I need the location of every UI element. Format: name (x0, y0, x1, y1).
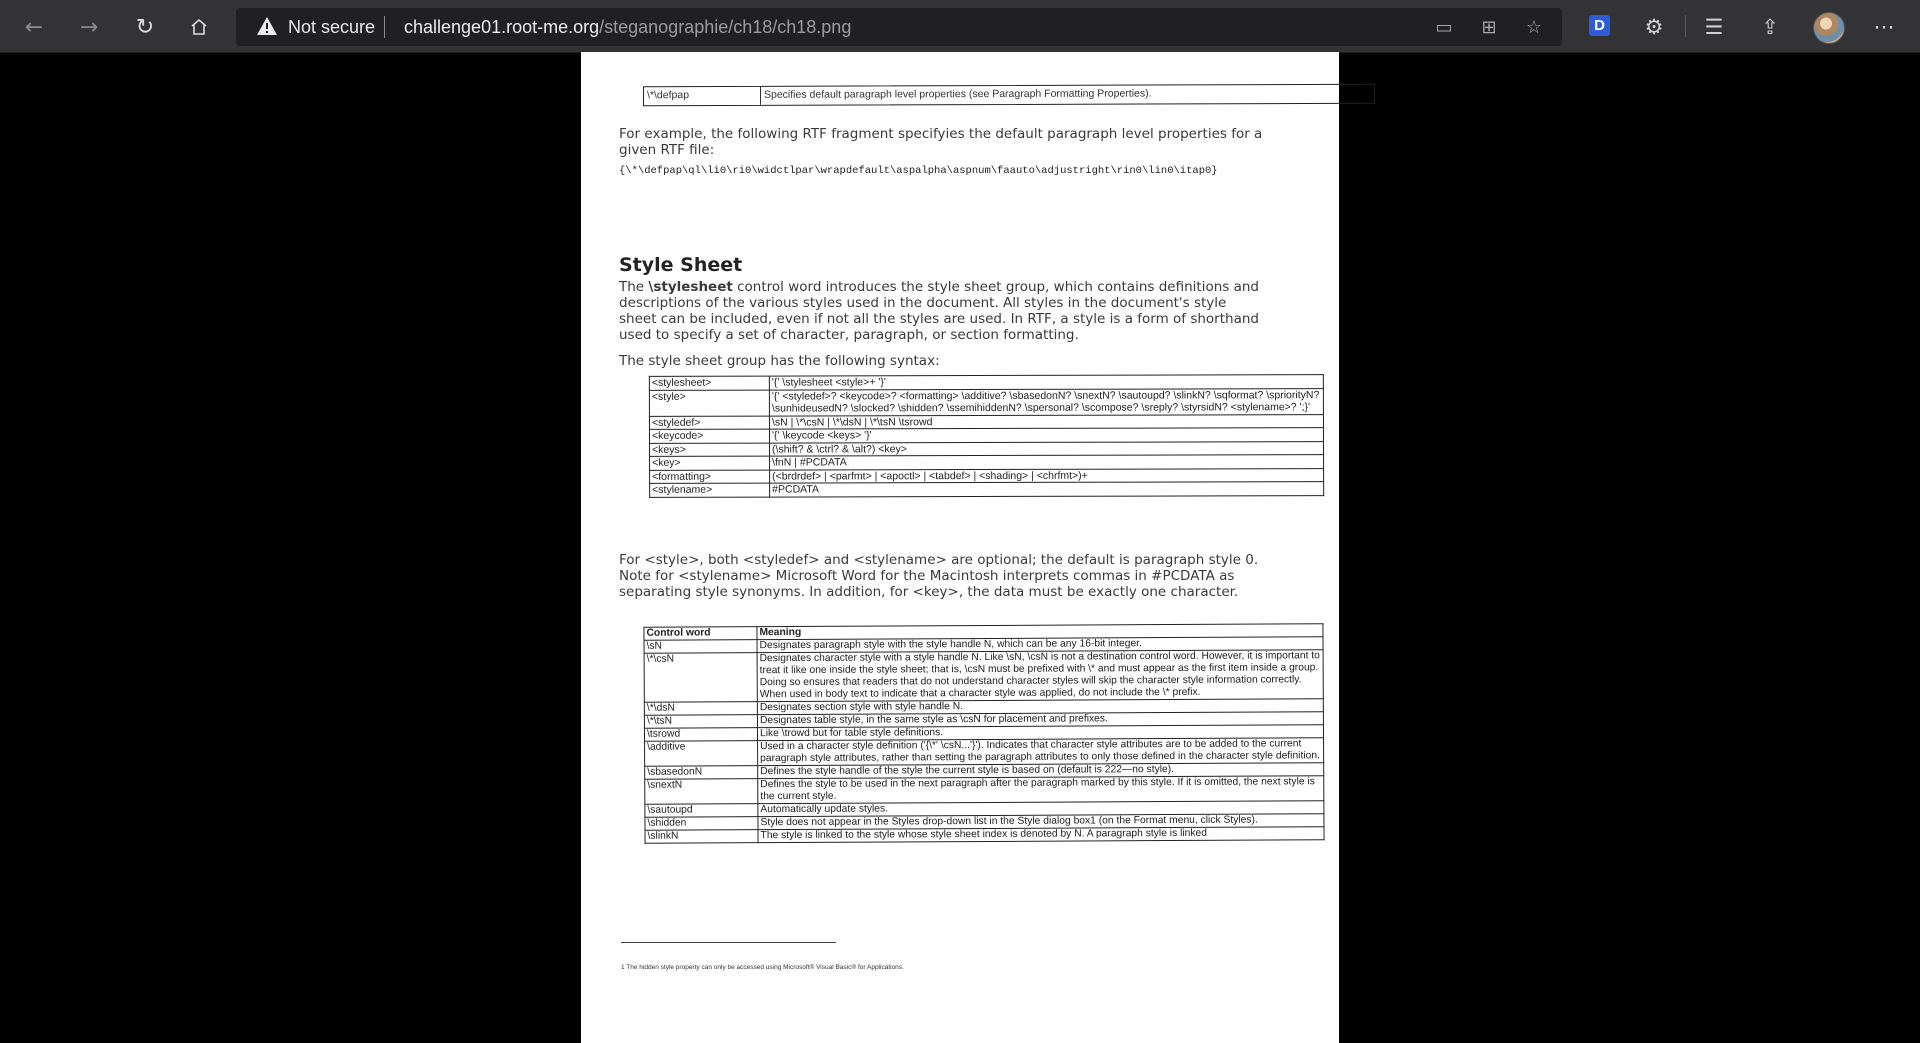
table-cell: <keys> (650, 443, 770, 457)
table-cell: Designates character style with a style handle N. Like \sN, \csN is not a destination control word. However, it is important to treat it like one inside the style sheet; that is, \csN must be prefixed with \* and must appear as the first item inside a group. Doing so ensures that readers that do not understand character styles will skip the character style information correctly. When used in body text to indicate that a character style was applied, do not include the \* prefix. (757, 650, 1323, 702)
table-cell: Used in a character style definition ('{\*' \csN...'}'). Indicates that character style attributes are to be added to the current paragraph style attributes, rather than setting the paragraph attributes to only those defined in the character style definition. (758, 738, 1324, 766)
stylesheet-intro (619, 279, 1259, 343)
syntax-table (649, 374, 1324, 497)
table-cell: #PCDATA (770, 482, 1324, 497)
intro-text-pre: The (619, 279, 649, 295)
table-cell: (\shift? & \ctrl? & \alt?) <key> (770, 441, 1324, 456)
table-row (644, 650, 1323, 703)
refresh-icon: ↻ (135, 14, 155, 40)
example-code: {\*\defpap\ql\li0\ri0\widctlpar\wrapdefault\aspalpha\aspnum\faauto\adjustright\rin0\lin0\itap0} (619, 165, 1218, 177)
arrow-left-icon: ← (24, 14, 44, 40)
column-header: Control word (644, 627, 757, 641)
extensions-icon[interactable]: ⚙ (1644, 15, 1664, 39)
table-cell: \*\tsN (644, 715, 757, 729)
profile-avatar[interactable] (1813, 12, 1845, 44)
arrow-right-icon: → (79, 14, 99, 40)
add-favorite-icon[interactable]: ☆ (1525, 16, 1543, 38)
apps-icon[interactable]: ⊞ (1481, 16, 1497, 38)
address-bar[interactable] (236, 8, 1562, 46)
control-word-table (643, 623, 1324, 844)
table-cell: '{' \stylesheet <style>+ '}' (769, 375, 1323, 390)
favorites-icon[interactable]: ☰ (1704, 15, 1724, 39)
table-cell: Defines the style to be used in the next paragraph after the paragraph marked by this style. If it is omitted, the next style is the current style. (758, 776, 1324, 804)
table-row (649, 388, 1323, 416)
address-divider (384, 16, 385, 38)
table-cell: \sN (644, 640, 757, 654)
table-cell: \sbasedonN (645, 766, 758, 780)
url-path: /steganographie/ch18/ch18.png (599, 17, 852, 37)
url-text[interactable] (404, 17, 851, 38)
table-cell: <formatting> (650, 470, 770, 484)
column-header: Meaning (757, 624, 1323, 640)
syntax-intro: The style sheet group has the following syntax: (619, 353, 940, 369)
table-cell: Specifies default paragraph level properties (see Paragraph Formatting Properties). (764, 87, 1152, 101)
table-cell: \*\dsN (644, 702, 757, 716)
table-cell: <stylesheet> (649, 376, 769, 390)
browser-toolbar (0, 0, 1920, 53)
table-cell: '{' \keycode <keys> '}' (769, 428, 1323, 443)
table-row (650, 482, 1324, 497)
url-host: challenge01.root-me.org (404, 17, 600, 37)
section-title: Style Sheet (619, 254, 743, 276)
table-cell: Like \trowd but for table style definitions. (757, 725, 1323, 741)
table-cell: Automatically update styles. (758, 801, 1324, 817)
intro-text-post: control word introduces the style sheet group, which contains definitions and descriptions of the various styles used in the document. All styles in the document's style sheet can be included, even if not all the styles are used. In RTF, a style is a form of shorthand used to specify a set of character, paragraph, or section formatting. (619, 279, 1259, 343)
table-cell: Defines the style handle of the style the current style is based on (default is 222—no style). (758, 763, 1324, 779)
table-cell: \tsrowd (644, 728, 757, 742)
footnote-rule (621, 942, 836, 943)
table-cell: \*\defpap (644, 87, 761, 105)
home-button[interactable] (182, 10, 216, 44)
table-cell: Style does not appear in the Styles drop-down list in the Style dialog box1 (on the Format menu, click Styles). (758, 814, 1324, 830)
forward-button[interactable] (72, 10, 106, 44)
table-cell: '{' <styledef>? <keycode>? <formatting> \additive? \sbasedonN? \snextN? \sautoupd? \slinkN? \sqformat? \spriorityN? \sunhideusedN? \slocked? \shidden? \ssemihiddenN? \spersonal? \scompose? \sreply? \styrsidN? <stylename>? ';}' (769, 388, 1323, 415)
table-cell: <styledef> (649, 416, 769, 430)
table-cell: Designates section style with style handle N. (757, 699, 1323, 715)
table-cell: \snextN (645, 779, 758, 805)
table-cell: \sautoupd (645, 804, 758, 818)
share-icon[interactable]: ⇪ (1761, 15, 1779, 39)
table-cell: \sN | \*\csN | \*\dsN | \*\tsN \tsrowd (769, 414, 1323, 429)
warning-icon (256, 16, 278, 36)
table-cell: The style is linked to the style whose style sheet index is denoted by N. A paragraph style is linked (758, 827, 1324, 843)
example-paragraph: For example, the following RTF fragment specifyies the default paragraph level properties for a given RTF file: (619, 126, 1263, 158)
table-cell: \slinkN (645, 830, 758, 844)
table-cell: \*\csN (644, 653, 757, 703)
extension-d-icon[interactable]: D (1589, 15, 1610, 36)
table-row (645, 827, 1324, 844)
optional-note: For <style>, both <styledef> and <stylename> are optional; the default is paragraph style 0. Note for <stylename> Microsoft Word for the Macintosh interprets commas in #PCDATA as separating style synonyms. In addition, for <key>, the data must be exactly one character. (619, 552, 1259, 600)
table-cell: \fnN | #PCDATA (770, 455, 1324, 470)
table-cell: <key> (650, 456, 770, 470)
toolbar-divider (1685, 15, 1686, 37)
footnote: 1 The hidden style property can only be accessed using Microsoft® Visual Basic® for Applications. (621, 964, 904, 971)
table-cell: Designates paragraph style with the style handle N, which can be any 16-bit integer. (757, 637, 1323, 653)
defpap-table (643, 84, 1375, 107)
table-cell: <keycode> (649, 429, 769, 443)
cast-icon[interactable]: ▭ (1435, 16, 1453, 38)
table-row (645, 776, 1324, 805)
security-label[interactable]: Not secure (288, 17, 376, 37)
back-button[interactable] (17, 10, 51, 44)
document-page (581, 52, 1339, 1043)
refresh-button[interactable] (128, 10, 162, 44)
table-cell: <style> (649, 390, 769, 416)
table-cell: \shidden (645, 817, 758, 831)
more-menu-icon[interactable]: ⋯ (1873, 15, 1895, 39)
table-cell: Designates table style, in the same style as \csN for placement and prefixes. (757, 712, 1323, 728)
table-cell: (<brdrdef> | <parfmt> | <apoctl> | <tabdef> | <shading> | <chrfmt>)+ (770, 468, 1324, 483)
table-row (645, 738, 1324, 767)
home-icon (189, 17, 209, 37)
table-cell: \additive (645, 741, 758, 767)
intro-keyword: \stylesheet (648, 279, 733, 295)
table-cell: <stylename> (650, 483, 770, 497)
